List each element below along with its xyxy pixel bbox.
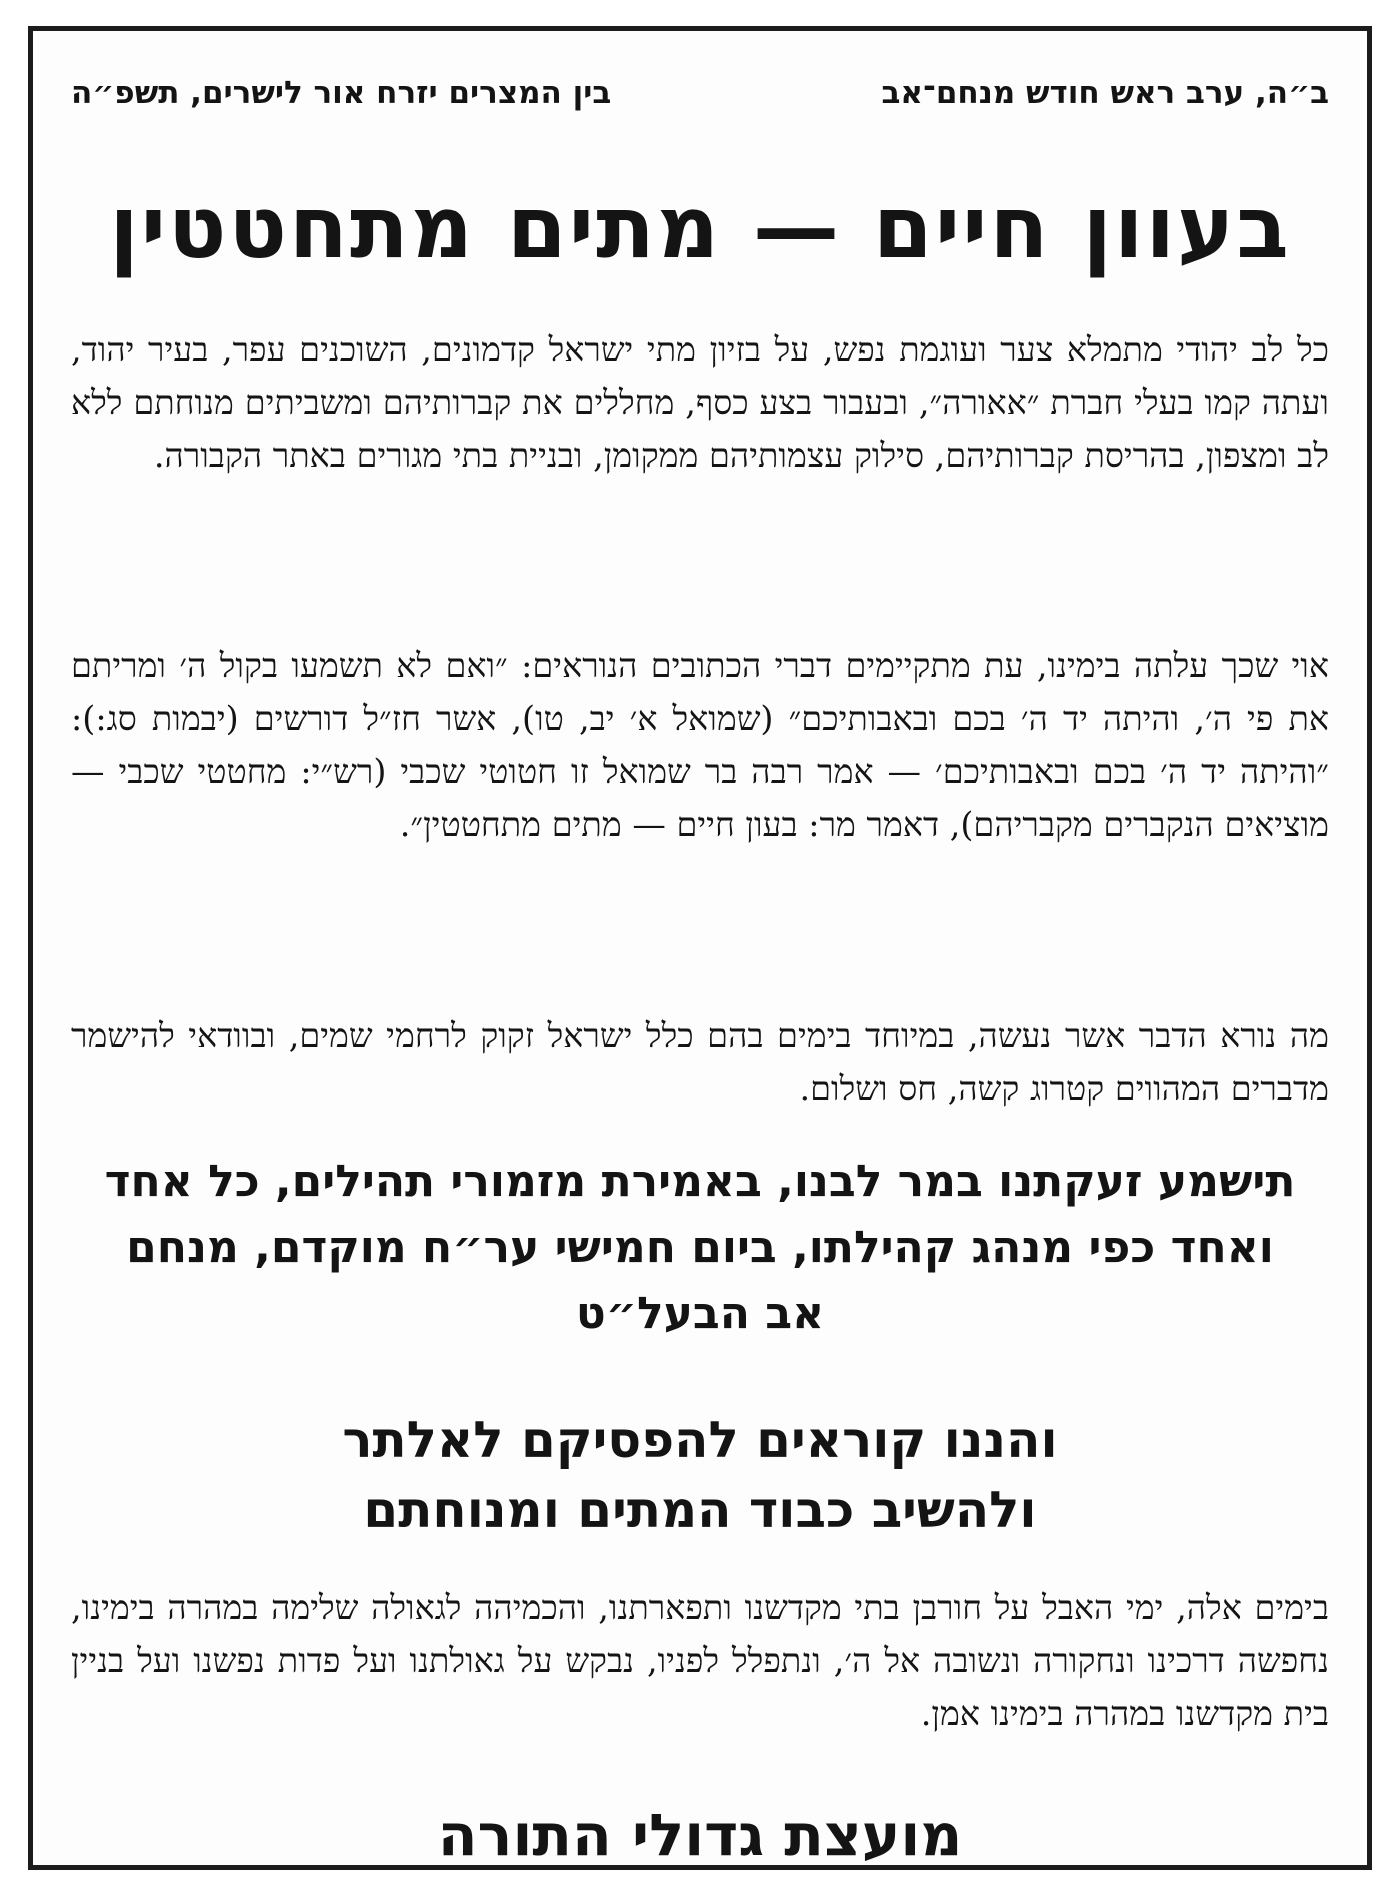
paragraph-urgency: מה נורא הדבר אשר נעשה, במיוחד בימים בהם כלל ישראל זקוק לרחמי שמים, ובוודאי להישמר מדברים המהווים קטרוג קשה, חס ושלום. bbox=[71, 1016, 1329, 1108]
headline: בעוון חיים — מתים מתחטטין bbox=[109, 178, 1291, 278]
poster-frame bbox=[28, 26, 1372, 1870]
signature: מועצת גדולי התורה bbox=[437, 1801, 963, 1869]
paragraph-mourning: בימים אלה, ימי האבל על חורבן בתי מקדשנו ותפארתנו, והכמיהה לגאולה שלימה במהרה בימינו, נחפשה דרכינו ונחקורה ונשובה אל ה׳, ונתפלל לפניו, נבקש על גאולתנו ועל פדות נפשנו ועל בניין בית מקדשנו במהרה בימינו אמן. bbox=[71, 1588, 1329, 1733]
date-line: ב״ה, ערב ראש חודש מנחם־אב bbox=[881, 75, 1329, 111]
prayer-callout: תישמע זעקתנו במר לבנו, באמירת מזמורי תהילים, כל אחד ואחד כפי מנהג קהילתו, ביום חמישי ער״ח מוקדם, מנחם אב הבעל״ט bbox=[104, 1156, 1296, 1339]
paragraph-desecration: כל לב יהודי מתמלא צער ועוגמת נפש, על בזיון מתי ישראל קדמונים, השוכנים עפר, בעיר יהוד, ועתה קמו בעלי חברת ״אאורה״, ובעבור בצע כסף, מחללים את קברותיהם ומשביתים מנוחתם ללא לב ומצפון, בהריסת קברותיהם, סילוק עצמותיהם ממקומן, ובניית בתי מגורים באתר הקבורה. bbox=[71, 330, 1329, 475]
demand-line-1: והננו קוראים להפסיקם לאלתר bbox=[342, 1411, 1058, 1469]
paragraph-scripture: אוי שכך עלתה בימינו, עת מתקיימים דברי הכתובים הנוראים: ״ואם לא תשמעו בקול ה׳ ומריתם את פי ה׳, והיתה יד ה׳ בכם ובאבותיכם״ (שמואל א׳ יב, טו), אשר חז״ל דורשים (יבמות סג:): ״והיתה יד ה׳ בכם ובאבותיכם׳ — אמר רבה בר שמואל זו חטוטי שכבי (רש״י: מחטטי שכבי — מוציאים הנקברים מקבריהם), דאמר מר: בעון חיים — מתים מתחטטין״. bbox=[71, 646, 1329, 844]
demand-line-2: ולהשיב כבוד המתים ומנוחתם bbox=[363, 1481, 1037, 1539]
poster-content bbox=[71, 31, 1329, 1869]
season-line: בין המצרים יזרח אור לישרים, תשפ״ה bbox=[71, 75, 612, 111]
header-bar bbox=[71, 75, 1329, 125]
demand-callout bbox=[71, 1405, 1329, 1545]
